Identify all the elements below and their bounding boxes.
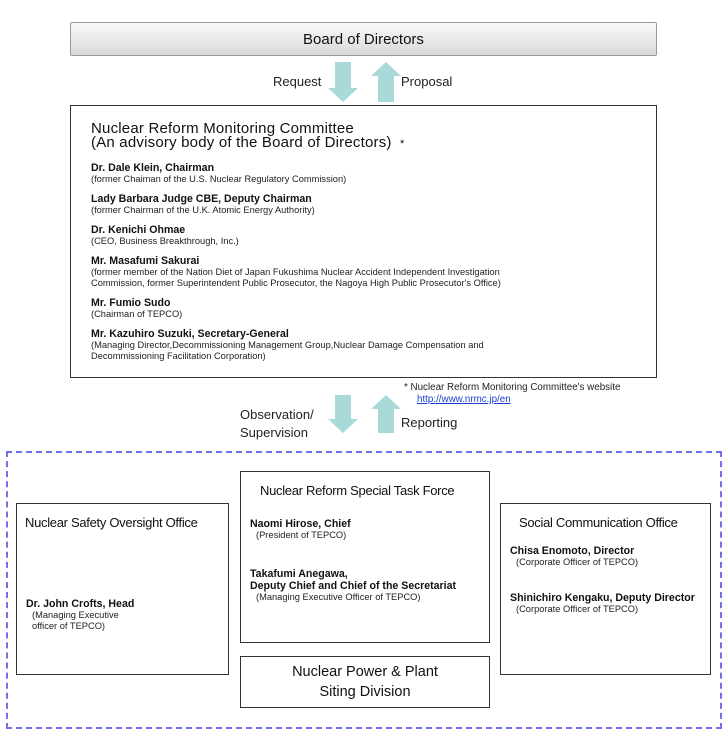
person-desc: (Managing Executive Officer of TEPCO) bbox=[256, 592, 421, 602]
social-deputy-entry bbox=[510, 592, 695, 615]
member-entry bbox=[91, 224, 239, 247]
member-name: Mr. Masafumi Sakurai bbox=[91, 255, 200, 267]
siting-division-line1: Nuclear Power & Plant bbox=[292, 664, 438, 680]
member-name: Mr. Kazuhiro Suzuki, Secretary-General bbox=[91, 328, 289, 340]
member-name: Mr. Fumio Sudo bbox=[91, 297, 171, 309]
person-name: Dr. John Crofts, Head bbox=[26, 598, 135, 610]
safety-head-entry bbox=[26, 598, 134, 632]
member-desc: (former member of the Nation Diet of Japan Fukushima Nuclear Accident Independent Investigation bbox=[91, 267, 500, 277]
task-force-deputy-entry bbox=[250, 569, 456, 603]
board-label: Board of Directors bbox=[303, 30, 424, 48]
observation-supervision-label: Observation/ Supervision bbox=[240, 407, 314, 440]
member-name: Dr. Dale Klein, Chairman bbox=[91, 162, 215, 174]
person-desc: (Managing Executive bbox=[32, 610, 119, 620]
nrmc-asterisk: * bbox=[399, 138, 405, 150]
member-name: Dr. Kenichi Ohmae bbox=[91, 224, 186, 236]
member-entry bbox=[91, 193, 315, 216]
up-arrow-icon bbox=[371, 62, 401, 102]
task-force-box bbox=[240, 471, 490, 643]
down-arrow-icon bbox=[328, 62, 358, 102]
siting-division-box bbox=[240, 656, 490, 708]
member-desc: (CEO, Business Breakthrough, Inc.) bbox=[91, 236, 239, 246]
person-desc: (Corporate Officer of TEPCO) bbox=[516, 604, 639, 614]
member-entry bbox=[91, 255, 501, 289]
member-desc: (former Chaiman of the U.S. Nuclear Regulatory Commission) bbox=[91, 174, 347, 184]
social-communication-box bbox=[500, 503, 711, 675]
member-entry bbox=[91, 297, 182, 320]
member-desc: Commission, former Superintendent Public Prosecutor, the Nagoya High Public Prosecutor's Office) bbox=[91, 278, 501, 288]
person-name: Naomi Hirose, Chief bbox=[250, 518, 351, 530]
safety-oversight-box bbox=[16, 503, 229, 675]
website-footnote: * Nuclear Reform Monitoring Committee's website bbox=[404, 382, 621, 393]
up-arrow-icon bbox=[371, 395, 401, 433]
nrmc-box bbox=[70, 105, 657, 378]
person-desc: (Corporate Officer of TEPCO) bbox=[516, 557, 639, 567]
nrmc-title-line2: (An advisory body of the Board of Directors) * bbox=[91, 134, 405, 151]
safety-oversight-title: Nuclear Safety Oversight Office bbox=[25, 515, 198, 530]
proposal-label: Proposal bbox=[401, 74, 453, 89]
down-arrow-icon bbox=[328, 395, 358, 433]
siting-division-line2: Siting Division bbox=[319, 684, 411, 700]
person-name: Shinichiro Kengaku, Deputy Director bbox=[510, 592, 695, 604]
nrmc-title bbox=[91, 122, 404, 151]
nrmc-title-line1: Nuclear Reform Monitoring Committee bbox=[91, 120, 354, 137]
member-entry bbox=[91, 328, 484, 362]
nrmc-website-link[interactable]: http://www.nrmc.jp/en bbox=[417, 394, 511, 405]
person-name: Takafumi Anegawa, bbox=[250, 568, 348, 580]
member-desc: (Chairman of TEPCO) bbox=[91, 309, 183, 319]
task-force-title: Nuclear Reform Special Task Force bbox=[260, 483, 455, 498]
member-desc: Decommissioning Facilitation Corporation) bbox=[91, 351, 266, 361]
person-desc: officer of TEPCO) bbox=[32, 621, 106, 631]
person-name: Deputy Chief and Chief of the Secretariat bbox=[250, 580, 457, 592]
member-name: Lady Barbara Judge CBE, Deputy Chairman bbox=[91, 193, 312, 205]
request-label: Request bbox=[273, 74, 322, 89]
member-desc: (former Chairman of the U.K. Atomic Energy Authority) bbox=[91, 205, 315, 215]
member-desc: (Managing Director,Decommissioning Management Group,Nuclear Damage Compensation and bbox=[91, 340, 484, 350]
board-of-directors-box bbox=[70, 22, 657, 56]
person-desc: (President of TEPCO) bbox=[256, 530, 347, 540]
task-force-chief-entry bbox=[250, 518, 351, 541]
reporting-label: Reporting bbox=[401, 415, 458, 430]
social-communication-title: Social Communication Office bbox=[519, 515, 678, 530]
person-name: Chisa Enomoto, Director bbox=[510, 545, 635, 557]
member-entry bbox=[91, 162, 346, 185]
social-director-entry bbox=[510, 545, 638, 568]
